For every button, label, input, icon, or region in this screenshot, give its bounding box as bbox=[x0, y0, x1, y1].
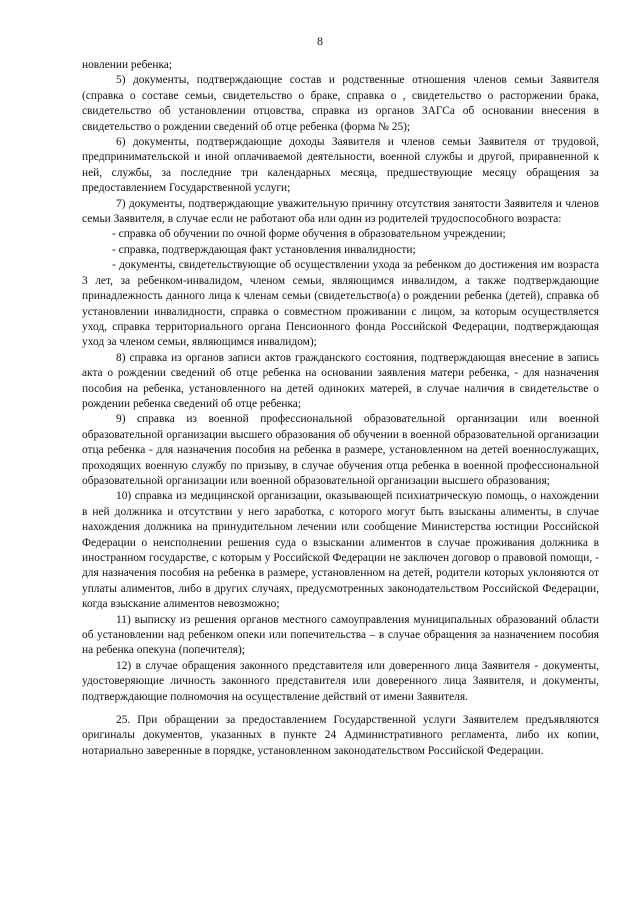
paragraph-clause-25: 25. При обращении за предоставлением Государственной услуги Заявителем предъявляются оригиналы документов, указанных в пункте 24 Административного регламента, либо их копии, нотариально заверенные в порядке, установленном законодательством Российской Федерации. bbox=[82, 714, 599, 757]
document-body bbox=[82, 58, 599, 759]
paragraph-item-8: 8) справка из органов записи актов гражданского состояния, подтверждающая внесение в запись акта о рождении сведений об отце ребенка на основании заявления матери ребенка, - для назначения пособия на ребенка, установленного на детей одиноких матерей, в случае наличия в свидетельстве о рождении ребенка сведений об отце ребенка; bbox=[82, 351, 599, 410]
paragraph-item-6: 6) документы, подтверждающие доходы Заявителя и членов семьи Заявителя от трудовой, предпринимательской и иной оплачиваемой деятельности, военной службы и другой, приравненной к ней, службы, за последние три календарных месяца, предшествующие месяцу обращения за предоставлением Государственной услуги; bbox=[82, 136, 599, 195]
paragraph-item-9: 9) справка из военной профессиональной образовательной организации или военной образовательной организации высшего образования об обучении в военной образовательной организации отца ребенка - для назначения пособия на ребенка в размере, установленном на детей военнослужащих, проходящих военную службу по призыву, в случае обучения отца ребенка в военной профессиональной образовательной организации или военной образовательной организации высшего образования; bbox=[82, 413, 599, 487]
paragraph-item-5: 5) документы, подтверждающие состав и родственные отношения членов семьи Заявителя (справка о составе семьи, свидетельство о браке, справка о , свидетельство о расторжении брака, свидетельство об установлении отцовства, справка из органов ЗАГСа об основании внесения в свидетельство о рождении сведений об отце ребенка (форма № 25); bbox=[82, 74, 599, 133]
list-item-education: - справка об обучении по очной форме обучения в образовательном учреждении; bbox=[112, 228, 506, 241]
paragraph-item-7: 7) документы, подтверждающие уважительную причину отсутствия занятости Заявителя и членов семьи Заявителя, в случае если не работают оба или один из родителей трудоспособного возраста: bbox=[82, 197, 599, 226]
paragraph-item-12: 12) в случае обращения законного представителя или доверенного лица Заявителя - документы, удостоверяющие личность законного представителя или доверенного лица Заявителя, и документы, подтверждающие полномочия на осуществление действий от имени Заявителя. bbox=[82, 659, 599, 703]
list-item-disability: - справка, подтверждающая факт установления инвалидности; bbox=[112, 243, 416, 256]
paragraph-item-11: 11) выписку из решения органов местного самоуправления муниципальных образований области об установлении над ребенком опеки или попечительства – в случае обращения за назначением пособия на ребенка опекуна (попечителя); bbox=[82, 613, 599, 657]
paragraph-continuation: новлении ребенка; bbox=[82, 59, 173, 71]
list-item-care: - документы, свидетельствующие об осуществлении ухода за ребенком до достижения им возраста 3 лет, за ребенком-инвалидом, членом семьи, являющимся инвалидом, а также подтверждающие принадлежность данного лица к членам семьи (свидетельство(а) о рождении ребенка (детей), справка об установлении инвалидности, справка о совместном проживании с лицом, за которым осуществляется уход, справка территориального органа Пенсионного фонда Российской Федерации, подтверждающая уход за членом семьи, являющимся инвалидом); bbox=[82, 259, 599, 349]
paragraph-item-10: 10) справка из медицинской организации, оказывающей психиатрическую помощь, о нахождении в ней должника и отсутствии у него заработка, с которого могут быть взысканы алименты, в случае нахождения должника на принудительном лечении или сообщение Министерства юстиции Российской Федерации о неисполнении решения суда о взыскании алиментов в случае проживания должника в иностранном государстве, с которым у Российской Федерации не заключен договор о правовой помощи, - для назначения пособия на ребенка в размере, установленном на детей, родители которых уклоняются от уплаты алиментов, либо в других случаях, предусмотренных законодательством Российской Федерации, когда взыскание алиментов невозможно; bbox=[82, 490, 599, 611]
page-number: 8 bbox=[317, 34, 323, 48]
